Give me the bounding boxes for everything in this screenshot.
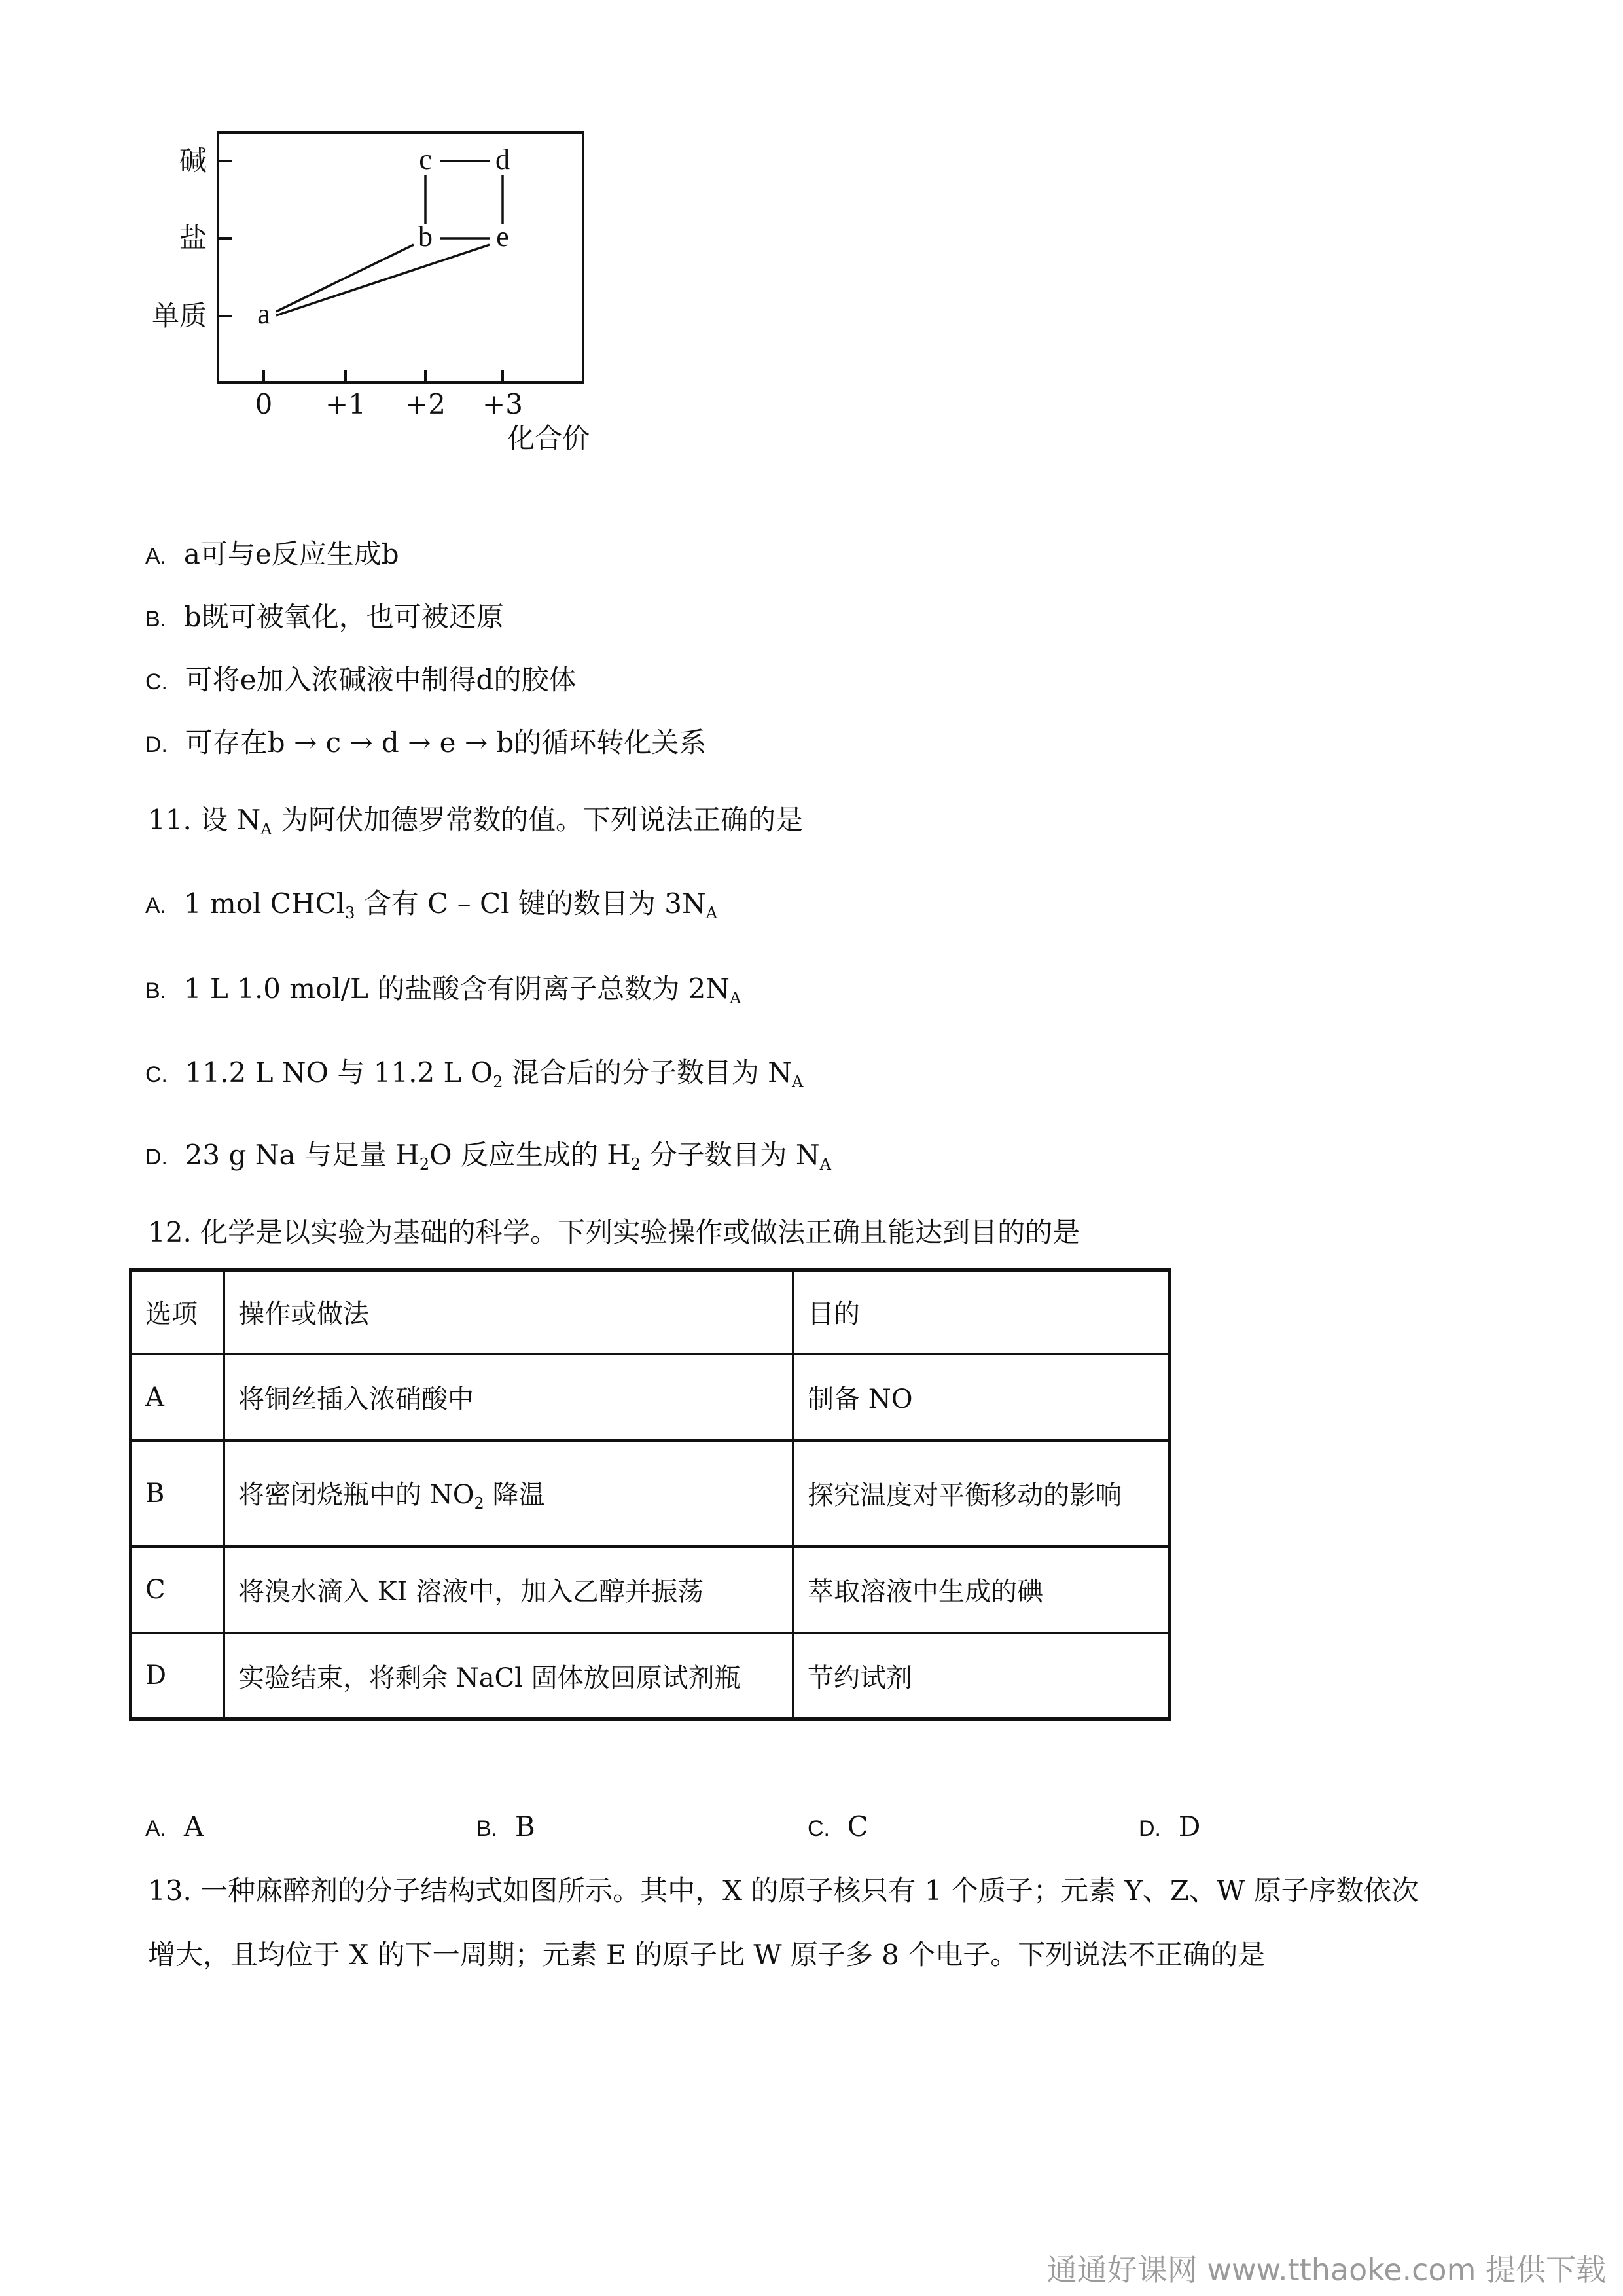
cell-text: 将铜丝插入浓硝酸中 [238,1384,474,1414]
option-text: a可与e反应生成b [183,538,399,570]
option-text: 含有 C – Cl 键的数目为 3N [355,888,706,920]
option-text: C [847,1810,868,1842]
cell-option: C [131,1547,224,1633]
option-text: 23 g Na 与足量 H [185,1139,419,1171]
option-letter: B. [476,1816,498,1841]
stem-text: 11. 设 N [148,804,261,836]
q11-option-c [145,1056,804,1091]
subscript: 2 [630,1155,641,1174]
subscript: A [260,820,272,838]
option-text: 1 mol CHCl [183,888,346,920]
cell-goal: 萃取溶液中生成的碘 [793,1547,1169,1633]
stem-text: 为阿伏加德罗常数的值。下列说法正确的是 [272,804,803,836]
subscript: A [730,989,741,1007]
cell-text: 实验结束，将剩余 NaCl 固体放回原试剂瓶 [238,1662,741,1693]
link-a-e [276,245,490,315]
q10-option-c [145,666,576,694]
subscript: 2 [493,1073,503,1091]
chart-frame [218,132,583,382]
q11-option-b [145,975,741,1006]
x-axis-title: 化合价 [507,422,590,454]
cell-option: A [131,1354,224,1441]
header-option: 选项 [131,1270,224,1354]
option-text: 可将e加入浓碱液中制得d的胶体 [185,664,577,696]
header-operation: 操作或做法 [224,1270,793,1354]
option-letter: B. [145,607,167,632]
cell-text: 将密闭烧瓶中的 NO [238,1480,474,1510]
q10-option-a [145,538,399,570]
x-label-1: +1 [325,388,366,420]
cell-goal: 节约试剂 [793,1633,1169,1719]
option-text: 1 L 1.0 mol/L 的盐酸含有阴离子总数为 2N [183,973,730,1005]
table-row [131,1547,1169,1633]
q13-stem-line-2: 增大，且均位于 X 的下一周期；元素 E 的原子比 W 原子多 8 个电子。下列说法不正确的是 [148,1939,1266,1971]
cell-goal: 探究温度对平衡移动的影响 [793,1441,1169,1547]
option-letter: B. [145,978,167,1003]
y-label-element: 单质 [151,300,207,332]
option-letter: C. [145,1062,168,1087]
cell-text: 将溴水滴入 KI 溶液中，加入乙醇并振荡 [238,1577,704,1607]
option-letter: D. [1139,1816,1161,1841]
option-letter: D. [145,732,168,757]
link-a-b [276,245,414,312]
option-letter: C. [145,670,168,694]
q10-option-b [145,603,504,631]
q12-answer-d [1139,1810,1201,1842]
y-label-salt: 盐 [179,222,207,254]
x-label-0: 0 [255,388,273,420]
table-row [131,1354,1169,1441]
valence-category-chart [0,0,654,471]
cell-operation [224,1441,793,1547]
q11-option-d [145,1141,831,1172]
subscript: A [705,904,718,922]
q12-answer-b [476,1810,535,1842]
q12-answer-a [145,1810,204,1842]
option-letter: D. [145,1145,168,1170]
subscript: 2 [419,1155,430,1174]
cell-option: D [131,1633,224,1719]
cell-operation [224,1633,793,1719]
option-letter: C. [808,1816,830,1841]
cell-option: B [131,1441,224,1547]
experiment-table [129,1268,1171,1721]
option-text: 分子数目为 N [641,1139,820,1171]
y-label-base: 碱 [179,145,207,177]
option-text: b既可被氧化，也可被还原 [183,601,504,633]
q12-stem: 12. 化学是以实验为基础的科学。下列实验操作或做法正确且能达到目的的是 [148,1216,1080,1248]
q12-answer-c [808,1810,868,1842]
subscript: A [791,1073,804,1091]
header-goal: 目的 [793,1270,1169,1354]
option-letter: A. [145,1816,167,1841]
q10-option-d [145,726,707,759]
option-text: O 反应生成的 H [429,1139,631,1171]
option-letter: A. [145,893,167,918]
q11-option-a [145,890,717,921]
subscript: A [819,1155,831,1174]
cell-text: 降温 [484,1480,545,1510]
x-label-2: +2 [405,388,446,420]
subscript: 2 [474,1494,484,1513]
option-text: 可存在b → c → d → e → b的循环转化关系 [185,726,707,759]
cell-goal: 制备 NO [793,1354,1169,1441]
point-b: b [418,221,433,253]
q11-stem [148,806,803,837]
option-text: D [1178,1810,1201,1842]
point-e: e [496,221,509,253]
point-a: a [257,298,270,330]
watermark: 通通好课网 www.tthaoke.com 提供下载 [1046,2252,1606,2287]
option-text: 11.2 L NO 与 11.2 L O [185,1056,493,1088]
table-row [131,1441,1169,1547]
point-d: d [495,143,510,175]
x-label-3: +3 [482,388,523,420]
subscript: 3 [345,904,355,922]
cell-operation [224,1547,793,1633]
option-text: A [183,1810,204,1842]
q13-stem-line-1: 13. 一种麻醉剂的分子结构式如图所示。其中，X 的原子核只有 1 个质子；元素 Y、Z、W 原子序数依次 [148,1874,1419,1907]
cell-operation [224,1354,793,1441]
table-header-row [131,1270,1169,1354]
option-text: B [514,1810,535,1842]
option-text: 混合后的分子数目为 N [503,1056,792,1088]
point-c: c [419,143,432,175]
table-row [131,1633,1169,1719]
option-letter: A. [145,544,167,569]
